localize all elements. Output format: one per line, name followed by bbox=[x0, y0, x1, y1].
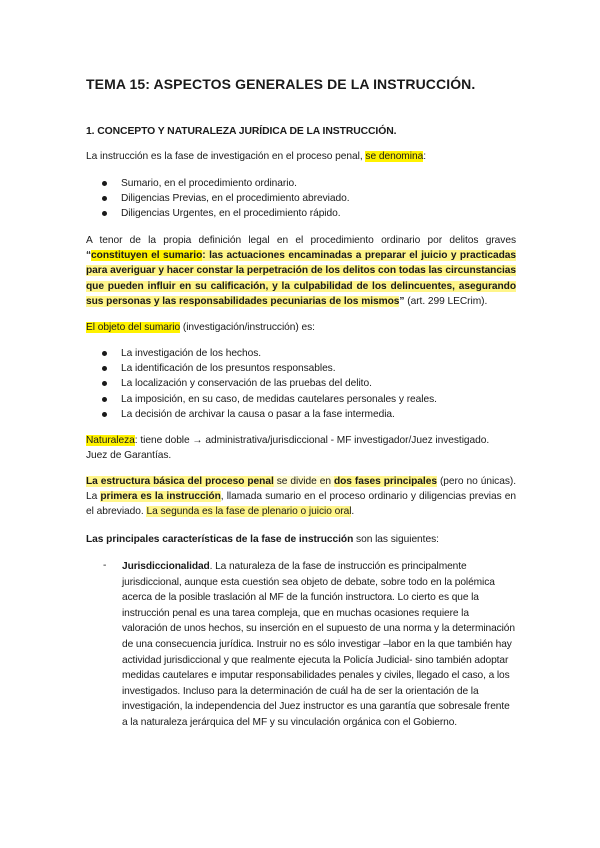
estructura-text-4: . bbox=[351, 506, 355, 518]
jurisdiccionalidad-paragraph bbox=[122, 559, 516, 731]
definition-ref: (art. 299 LECrim). bbox=[404, 295, 488, 307]
jurisdiccionalidad-text: . La naturaleza de la fase de instrucción es principalmente jurisdiccional, aunque esta cuestión sea objeto de debate, sobre todo en la polémica acerca de la posible traslación al MF de la función instructora. Lo cierto es que la instrucción penal es una tarea compleja, que en muchas ocasiones requiere la valoración de unos hechos, su inserción en el supuesto de una norma y la determinación de una consecuencia jurídica. Instruir no es sólo investigar –labor en la que también hay actividad jurisdiccional y que realmente ejecuta la Policía Judicial- sino también adoptar medidas cautelares e imputar responsabilidades penales y civiles, llegado el caso, a los investigados. Incluso para la determinación de cuál ha de ser la orientación de la investigación, la independencia del Juez instructor es una garantía que sobresale frente a la naturaleza jerárquica del MF y su vinculación orgánica con el Gobierno. bbox=[122, 561, 515, 728]
phases-list bbox=[100, 176, 350, 222]
definition-paragraph bbox=[86, 233, 516, 309]
naturaleza-text: : tiene doble → administrativa/jurisdiccional - MF investigador/Juez investigado. bbox=[134, 435, 490, 446]
section-heading: 1. CONCEPTO Y NATURALEZA JURÍDICA DE LA INSTRUCCIÓN. bbox=[86, 126, 397, 137]
estructura-paragraph bbox=[86, 474, 516, 520]
estructura-highlight-4: La segunda es la fase de plenario o juicio oral bbox=[146, 506, 352, 518]
definition-quote-open: “ bbox=[86, 250, 92, 262]
list-item: La decisión de archivar la causa o pasar a la fase intermedia. bbox=[100, 407, 437, 422]
naturaleza-line bbox=[86, 433, 516, 448]
naturaleza-line-2: Juez de Garantías. bbox=[86, 450, 172, 462]
list-dash: - bbox=[103, 560, 107, 571]
list-item: Diligencias Previas, en el procedimiento abreviado. bbox=[100, 191, 350, 206]
objeto-paragraph bbox=[86, 320, 516, 335]
intro-end: : bbox=[423, 151, 426, 162]
list-item: La imposición, en su caso, de medidas cautelares personales y reales. bbox=[100, 392, 437, 407]
naturaleza-paragraph bbox=[86, 433, 516, 463]
naturaleza-highlight: Naturaleza bbox=[86, 435, 135, 446]
principales-bold: Las principales características de la fase de instrucción bbox=[86, 534, 354, 545]
intro-paragraph bbox=[86, 149, 516, 164]
definition-quote: : las actuaciones encaminadas a preparar el juicio y practicadas para averiguar y hacer constar la perpetración de los delitos con todas las circunstancias que pueden influir en su calificación, y la culpabilidad de los delincuentes, asegurando sus personas y las responsabilidades pecuniarias de los mismos bbox=[86, 250, 517, 307]
estructura-text-3: , llamada sumario en el proceso ordinario y diligencias previas en el abreviado. bbox=[86, 491, 517, 518]
estructura-highlight-3: primera es la instrucción bbox=[100, 491, 221, 503]
definition-highlight: constituyen el sumario bbox=[91, 250, 203, 262]
estructura-text-2: (pero no únicas). La bbox=[86, 476, 516, 503]
principales-text: son las siguientes: bbox=[353, 534, 439, 545]
jurisdiccionalidad-label: Jurisdiccionalidad bbox=[122, 561, 210, 572]
list-item: Sumario, en el procedimiento ordinario. bbox=[100, 176, 350, 191]
objeto-list bbox=[100, 346, 437, 422]
estructura-text-1: se divide en bbox=[273, 476, 334, 487]
definition-lead: A tenor de la propia definición legal en el procedimiento ordinario por delitos graves bbox=[86, 235, 516, 246]
objeto-highlight: El objeto del sumario bbox=[86, 322, 181, 333]
estructura-highlight-1: La estructura básica del proceso penal bbox=[86, 476, 274, 487]
list-item: La localización y conservación de las pruebas del delito. bbox=[100, 376, 437, 391]
list-item: La investigación de los hechos. bbox=[100, 346, 437, 361]
page-title: TEMA 15: ASPECTOS GENERALES DE LA INSTRUCCIÓN. bbox=[86, 76, 476, 92]
list-item: La identificación de los presuntos responsables. bbox=[100, 361, 437, 376]
estructura-highlight-2: dos fases principales bbox=[333, 476, 437, 487]
objeto-text: (investigación/instrucción) es: bbox=[180, 322, 315, 333]
principales-paragraph bbox=[86, 532, 516, 547]
intro-text: La instrucción es la fase de investigación en el proceso penal, bbox=[86, 151, 366, 162]
definition-quote-close: ” bbox=[399, 295, 405, 307]
intro-highlight: se denomina bbox=[365, 151, 424, 162]
list-item: Diligencias Urgentes, en el procedimiento rápido. bbox=[100, 206, 350, 221]
